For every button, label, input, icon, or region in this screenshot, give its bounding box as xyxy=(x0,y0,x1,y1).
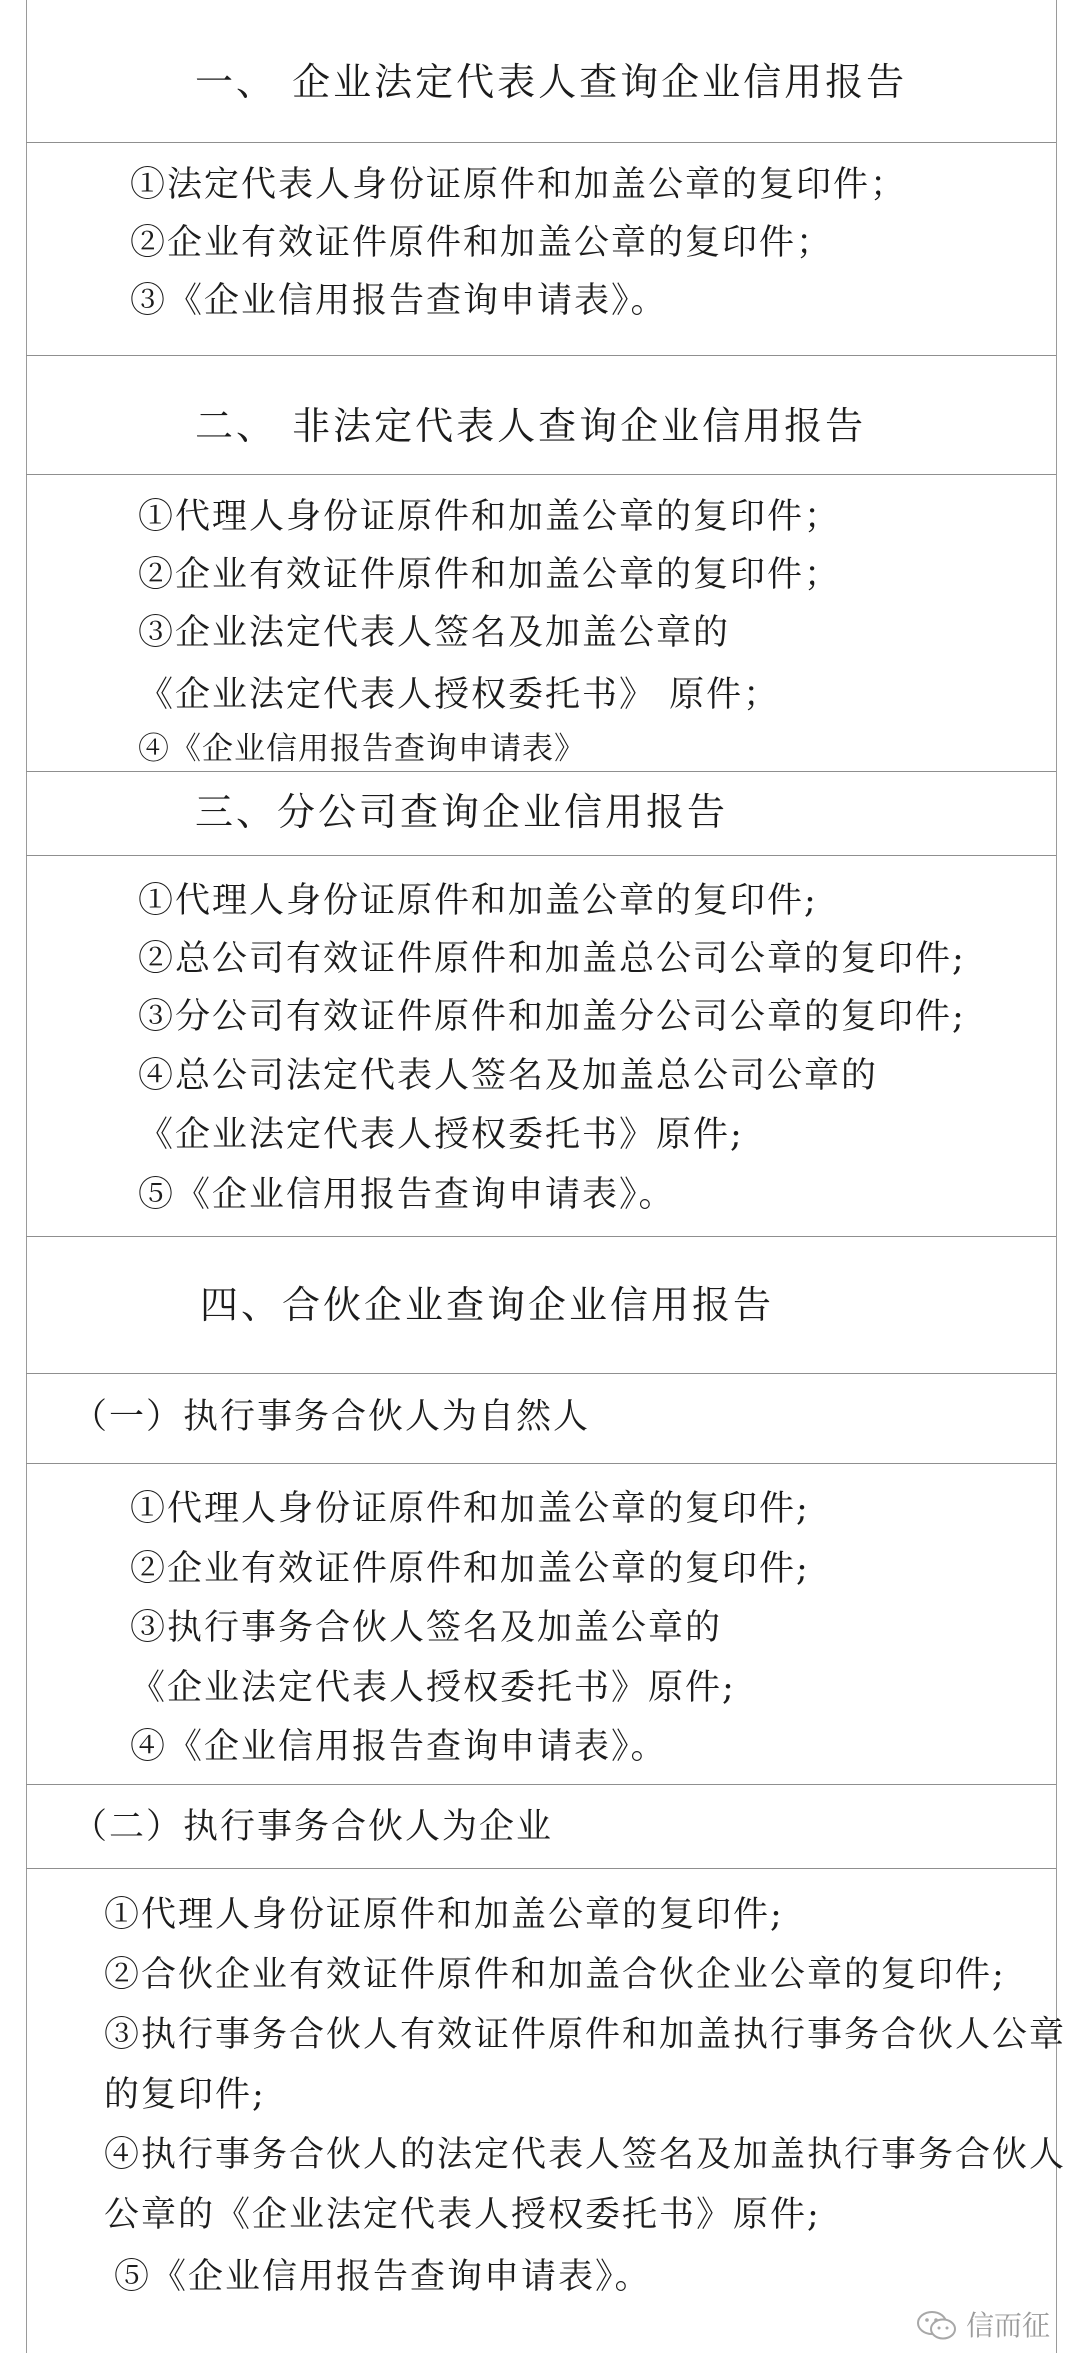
row-divider xyxy=(26,355,1056,356)
subsection-2-item: ③执行事务合伙人有效证件原件和加盖执行事务合伙人公章 xyxy=(104,2015,1067,2055)
wechat-icon xyxy=(916,2309,958,2343)
section-1-item: ②企业有效证件原件和加盖公章的复印件； xyxy=(130,223,834,263)
row-divider xyxy=(26,474,1056,475)
section-2-item: ②企业有效证件原件和加盖公章的复印件； xyxy=(138,555,842,595)
subsection-2-title: （二）执行事务合伙人为企业 xyxy=(72,1807,554,1847)
row-divider xyxy=(26,1373,1056,1374)
row-divider xyxy=(26,1784,1056,1785)
subsection-1-item: ③执行事务合伙人签名及加盖公章的 xyxy=(130,1608,723,1648)
subsection-1-item: ④《企业信用报告查询申请表》。 xyxy=(130,1727,668,1767)
watermark-text: 信而征 xyxy=(966,2309,1051,2342)
section-2-item: ③企业法定代表人签名及加盖公章的 xyxy=(138,613,731,653)
subsection-2-item: ⑤《企业信用报告查询申请表》。 xyxy=(114,2257,652,2297)
row-divider xyxy=(26,771,1056,772)
subsection-1-title: （一）执行事务合伙人为自然人 xyxy=(72,1397,591,1437)
subsection-2-item: ④执行事务合伙人的法定代表人签名及加盖执行事务合伙人 xyxy=(104,2135,1067,2175)
section-3-item: 《企业法定代表人授权委托书》原件; xyxy=(138,1115,744,1155)
section-3-item: ⑤《企业信用报告查询申请表》。 xyxy=(138,1175,676,1215)
table-border-right xyxy=(1056,0,1057,2353)
section-3-item: ③分公司有效证件原件和加盖分公司公章的复印件; xyxy=(138,997,966,1037)
section-2-item: ①代理人身份证原件和加盖公章的复印件； xyxy=(138,497,842,537)
subsection-1-item: ②企业有效证件原件和加盖公章的复印件; xyxy=(130,1549,810,1589)
section-1-title: 一、 企业法定代表人查询企业信用报告 xyxy=(195,60,908,104)
section-4-title: 四、合伙企业查询企业信用报告 xyxy=(200,1283,775,1327)
section-2-title: 二、 非法定代表人查询企业信用报告 xyxy=(195,404,867,448)
section-3-title: 三、分公司查询企业信用报告 xyxy=(195,790,729,834)
subsection-2-item: ①代理人身份证原件和加盖公章的复印件; xyxy=(104,1895,784,1935)
section-3-item: ①代理人身份证原件和加盖公章的复印件; xyxy=(138,881,818,921)
section-1-item: ①法定代表人身份证原件和加盖公章的复印件； xyxy=(130,165,908,205)
section-3-item: ④总公司法定代表人签名及加盖总公司公章的 xyxy=(138,1056,879,1096)
row-divider xyxy=(26,855,1056,856)
section-3-item: ②总公司有效证件原件和加盖总公司公章的复印件; xyxy=(138,939,966,979)
section-2-item: ④《企业信用报告查询申请表》 xyxy=(138,731,586,767)
row-divider xyxy=(26,1236,1056,1237)
section-2-item: 《企业法定代表人授权委托书》 原件； xyxy=(138,675,781,715)
subsection-2-item: 公章的《企业法定代表人授权委托书》原件; xyxy=(104,2195,821,2235)
watermark xyxy=(916,2308,1050,2344)
row-divider xyxy=(26,142,1056,143)
subsection-1-item: 《企业法定代表人授权委托书》原件; xyxy=(130,1668,736,1708)
row-divider xyxy=(26,1868,1056,1869)
table-border-left xyxy=(26,0,27,2353)
subsection-2-item: ②合伙企业有效证件原件和加盖合伙企业公章的复印件; xyxy=(104,1955,1006,1995)
section-1-item: ③《企业信用报告查询申请表》。 xyxy=(130,281,668,321)
subsection-2-item: 的复印件; xyxy=(104,2075,266,2115)
subsection-1-item: ①代理人身份证原件和加盖公章的复印件; xyxy=(130,1489,810,1529)
row-divider xyxy=(26,1463,1056,1464)
